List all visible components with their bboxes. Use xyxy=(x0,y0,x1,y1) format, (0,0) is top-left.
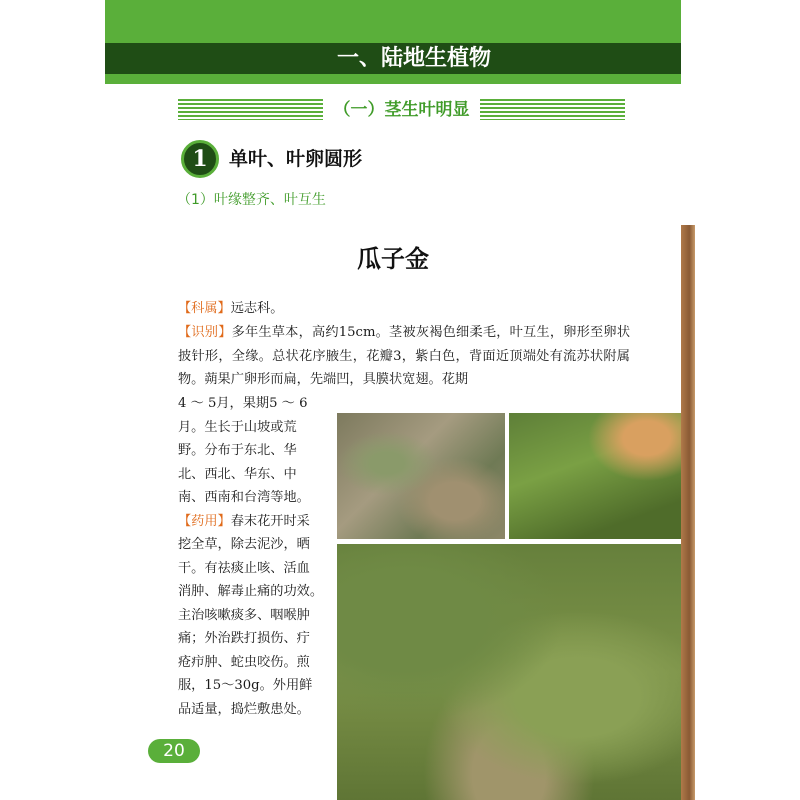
plant-photo-ground xyxy=(337,413,505,539)
use-label: 【药用】 xyxy=(178,513,231,529)
use-line: 品适量，捣烂敷患处。 xyxy=(178,701,310,717)
family-text: 远志科。 xyxy=(230,301,284,316)
section-title-bar xyxy=(105,43,681,74)
use-line: 干。有祛痰止咳、活血 xyxy=(178,560,310,576)
subsection-title: （一）茎生叶明显 xyxy=(333,100,470,120)
use-line: 痛；外治跌打损伤、疔 xyxy=(178,631,310,646)
family-label: 【科属】 xyxy=(178,301,231,316)
use-line: 主治咳嗽痰多、咽喉肿 xyxy=(178,607,310,623)
identification-continued xyxy=(178,392,326,721)
plant-photo-shrub xyxy=(337,544,681,800)
id-line: 4 ～ 5月，果期5 ～ 6 xyxy=(178,396,308,411)
use-first-text: 春末花开时采 xyxy=(230,513,310,529)
right-stripes xyxy=(480,99,625,120)
id-line: 南、西南和台湾等地。 xyxy=(178,490,310,505)
use-line: 服，15～30g。外用鲜 xyxy=(178,678,313,693)
id-line: 野。分布于东北、华 xyxy=(178,443,297,458)
use-line: 消肿、解毒止痛的功效。 xyxy=(178,584,324,599)
section-title: 一、陆地生植物 xyxy=(336,46,491,71)
identification-paragraph xyxy=(178,321,630,392)
top-banner xyxy=(105,0,681,84)
id-line: 月。生长于山坡或荒 xyxy=(178,419,297,435)
family-paragraph xyxy=(178,297,630,321)
subsection-bar xyxy=(178,97,625,123)
subsub-title: （1）叶缘整齐、叶互生 xyxy=(177,192,326,208)
page-number: 20 xyxy=(148,739,200,763)
use-line: 挖全草，除去泥沙，晒 xyxy=(178,537,310,552)
use-line: 疮疖肿、蛇虫咬伤。煎 xyxy=(178,654,310,670)
left-stripes xyxy=(178,99,323,120)
number-badge: 1 xyxy=(181,140,219,178)
plant-photo-flower xyxy=(509,413,681,539)
number-title: 单叶、叶卵圆形 xyxy=(229,148,363,170)
use-first-line xyxy=(178,510,326,534)
id-text: 多年生草本，高约15cm。茎被灰褐色细柔毛，叶互生，卵形至卵状披针形，全缘。总状花序腋生，花瓣3，紫白色，背面近顶端处有流苏状附属物。蒴果广卵形而扁，先端凹，具膜状宽翅。花期 xyxy=(178,325,630,387)
plant-name: 瓜子金 xyxy=(357,245,429,273)
id-label: 【识别】 xyxy=(178,325,232,340)
page-edge-photo-strip xyxy=(681,225,695,800)
id-line: 北、西北、华东、中 xyxy=(178,466,297,482)
